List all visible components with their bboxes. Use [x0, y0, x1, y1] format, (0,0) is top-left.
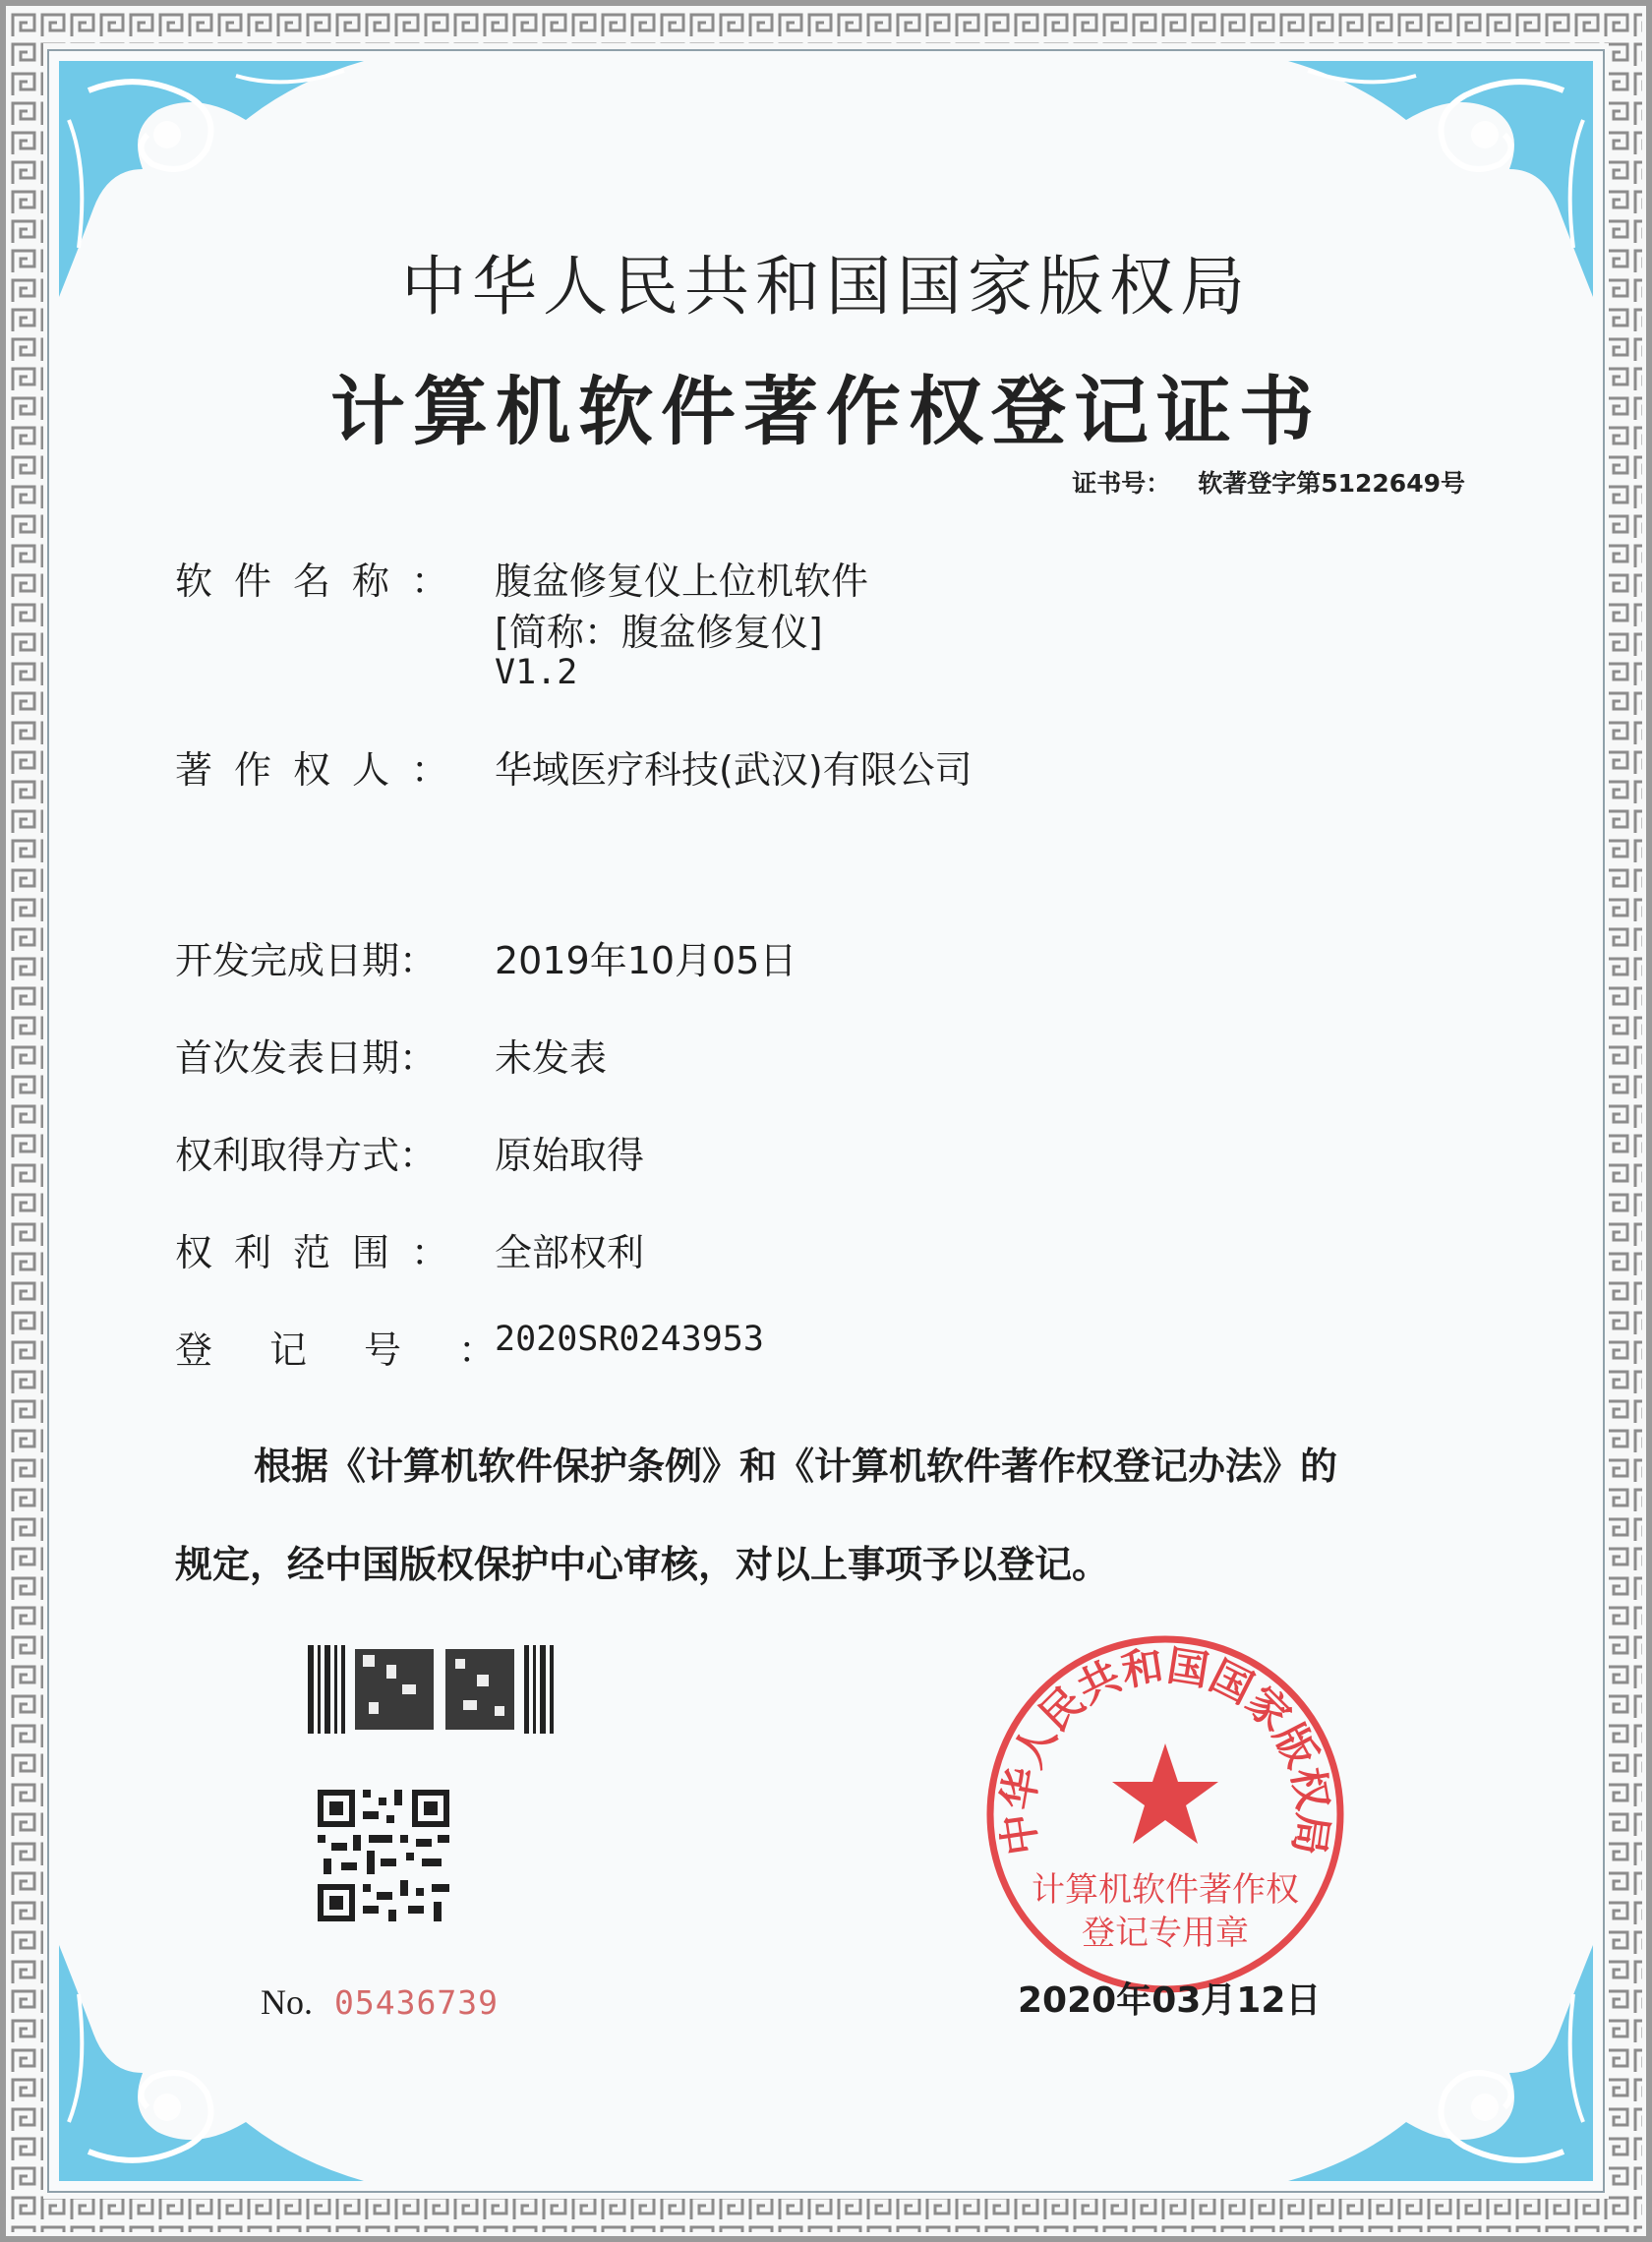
owner-value: 华域医疗科技(武汉)有限公司: [495, 748, 973, 792]
certificate-number-value: 软著登字第5122649号: [1198, 469, 1465, 498]
field-label: 软件名称：: [175, 560, 471, 603]
field-label: 首次发表日期：: [175, 1036, 438, 1080]
field-label: 著作权人：: [175, 748, 471, 792]
publish-date-value: 未发表: [495, 1036, 608, 1080]
serial-number: [261, 1981, 499, 2023]
serial-value: 05436739: [334, 1983, 499, 2022]
registration-number-value: 2020SR0243953: [495, 1320, 764, 1359]
field-label: 权利范围：: [175, 1231, 471, 1274]
software-name-value: 腹盆修复仪上位机软件: [495, 560, 869, 603]
seal-inner-line-2: 登记专用章: [1082, 1914, 1249, 1953]
rights-scope-value: 全部权利: [495, 1231, 645, 1274]
software-version: V1.2: [495, 653, 578, 692]
official-seal-icon: [978, 1627, 1352, 2001]
issuing-authority: 中华人民共和国国家版权局: [401, 249, 1251, 324]
acquire-method-value: 原始取得: [495, 1134, 645, 1177]
serial-label: No.: [261, 1982, 313, 2022]
seal-ring-text: 中华人民共和国国家版权局: [992, 1640, 1338, 1858]
software-short-name: [简称：腹盆修复仪]: [495, 611, 823, 654]
field-label: 开发完成日期：: [175, 939, 438, 982]
statement-line-1: 根据《计算机软件保护条例》和《计算机软件著作权登记办法》的: [254, 1445, 1338, 1488]
statement-line-2: 规定，经中国版权保护中心审核，对以上事项予以登记。: [175, 1543, 1110, 1586]
seal-inner-line-1: 计算机软件著作权: [1032, 1870, 1299, 1910]
qr-code-icon: [318, 1790, 449, 1921]
barcode-icon: [308, 1645, 556, 1734]
certificate-number: [1072, 464, 1465, 500]
certificate-title: 计算机软件著作权登记证书: [330, 368, 1322, 455]
corner-ornament-icon: [49, 1935, 374, 2191]
issue-date: 2020年03月12日: [1018, 1980, 1322, 2021]
field-label: 权利取得方式：: [175, 1134, 438, 1177]
certificate-number-label: 证书号：: [1072, 469, 1171, 498]
completion-date-value: 2019年10月05日: [495, 939, 797, 982]
field-label: 登记号：: [175, 1328, 554, 1372]
